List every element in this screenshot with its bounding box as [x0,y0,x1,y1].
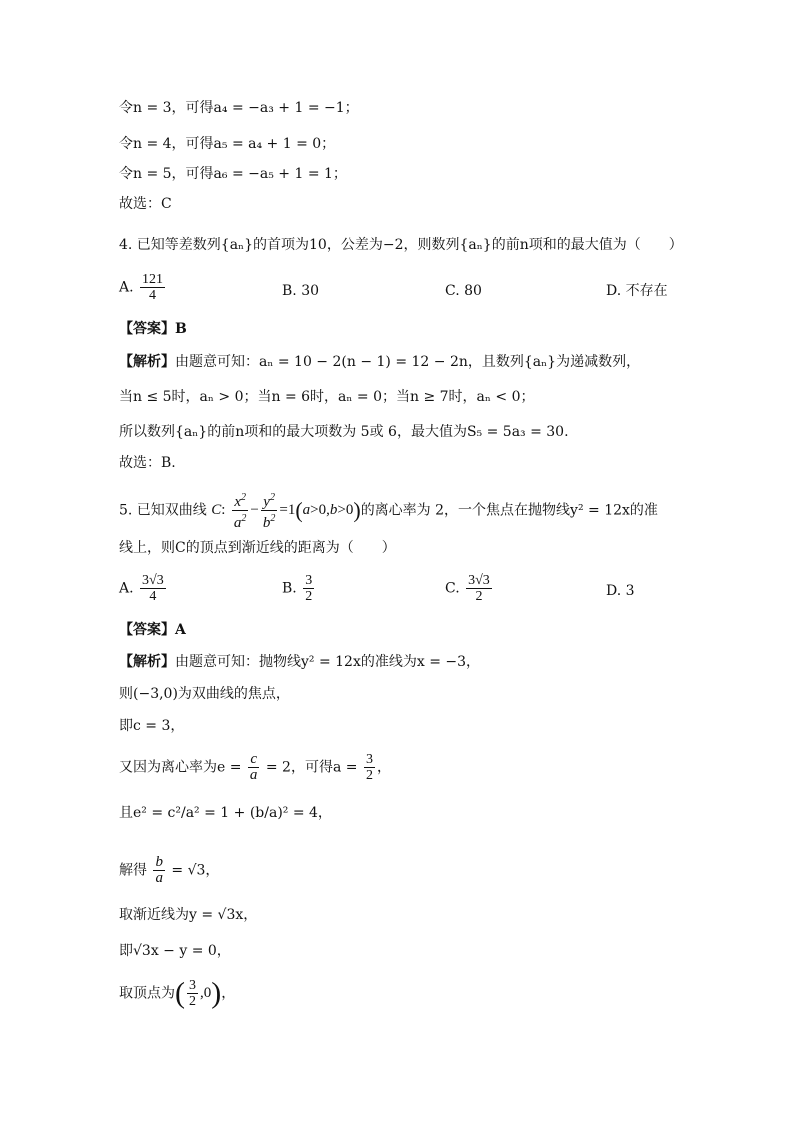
q5-answer: 【答案】A [119,622,186,638]
q4-option-a-numerator: 121 [142,272,164,287]
q5-solution-tag: 【解析】 [119,654,175,670]
q5-option-a [119,573,168,604]
q5-hyperbola-var: C [211,502,222,518]
q5-stem-part-b: 的离心率为 2，一个焦点在抛物线y² = 12x的准 [360,502,658,519]
q4-solution-line-3: 所以数列{aₙ}的前n项和的最大项数为 5或 6，最大值为S₅ = 5a₃ = 30. [119,424,569,440]
q5-option-b-numerator: 3 [305,573,313,588]
q5-solution-text-1: 由题意可知：抛物线y² = 12x的准线为x = −3， [175,654,481,670]
q5-option-a-denominator: 4 [149,589,157,604]
solution-line-n3: 令n = 3，可得a₄ = −a₃ + 1 = −1； [119,100,359,116]
question-4-stem: 4. 已知等差数列{aₙ}的首项为10，公差为−2，则数列{aₙ}的前n项和的最大值为（ ） [119,237,683,253]
solution-line-n5: 令n = 5，可得a₆ = −a₅ + 1 = 1； [119,166,347,182]
q5-fraction-x2a2: $\frac{x^2}{a^2}$ [233,492,247,531]
q5-fraction-c-over-a: $\frac{c}{a}$ [249,751,258,783]
q5-solution-line-3: 即c = 3， [119,718,185,734]
q5-option-c-label: C. [445,580,460,597]
q4-option-a-label: A. [119,279,134,296]
q4-option-a [119,272,167,303]
q5-option-b-label: B. [282,580,297,597]
q5-option-a-numerator: 3√3 [142,573,164,588]
q5-solution-line-7: 取渐近线为y = √3x， [119,907,258,923]
q5-fraction-vertex-3-over-2: $\frac{3}{2}$ [189,978,196,1009]
q5-solution-line-4 [119,752,391,783]
q5-option-b-denominator: 2 [305,589,313,604]
q5-solution-line-5: 且e² = c²/a² = 1 + (b/a)² = 4， [119,805,332,821]
q5-solution-9b: ， [221,985,236,1002]
q5-solution-4b: = 2，可得a = [265,759,358,776]
q5-solution-line-8: 即√3x − y = 0， [119,943,231,959]
q5-option-c-fraction [466,573,492,604]
q4-option-b: B. 30 [282,283,320,299]
q4-answer: 【答案】B [119,321,187,337]
q5-solution-6b: = √3， [171,862,220,879]
q4-solution-line-4: 故选：B. [119,455,176,471]
q5-solution-line-2: 则(−3,0)为双曲线的焦点， [119,686,290,702]
q5-option-a-label: A. [119,580,134,597]
q5-solution-4a: 又因为离心率为e = [119,759,242,776]
q5-solution-6a: 解得 [119,862,147,879]
q5-option-d: D. 3 [606,583,635,599]
solution-line-n4: 令n = 4，可得a₅ = a₄ + 1 = 0； [119,136,336,152]
q5-option-a-fraction [140,573,166,604]
q5-solution-line-9: 取顶点为( $\frac{3}{2}$ ,0)， [119,976,236,1010]
q5-option-c-numerator: 3√3 [468,573,490,588]
q5-solution-line-1 [119,655,480,669]
q5-fraction-3-over-2: $\frac{3}{2}$ [365,752,373,783]
q4-option-a-fraction [140,272,165,303]
question-5-stem-line-2: 线上，则C的顶点到渐近线的距离为（ ） [119,540,396,556]
q5-stem-part-a: 5. 已知双曲线 [119,502,207,519]
q4-solution-line-2: 当n ≤ 5时，aₙ > 0；当n = 6时，aₙ = 0；当n ≥ 7时，aₙ < 0； [119,389,535,405]
q5-fraction-b-over-a: $\frac{b}{a}$ [155,854,163,886]
q4-solution-tag: 【解析】 [119,354,175,370]
q4-option-a-denominator: 4 [149,288,157,303]
q5-solution-line-6 [119,855,219,886]
question-5-stem-line-1: 5. 已知双曲线 C: $\frac{x^2}{a^2}$ − $\frac{y^2}{b^2}$ =1(a>0,b>0)的离心率为 2，一个焦点在抛物线y² = 12x的准 [119,492,658,531]
q4-solution-text-1: 由题意可知：aₙ = 10 − 2(n − 1) = 12 − 2n，且数列{aₙ}为递减数列， [175,354,641,370]
q5-option-c [445,573,494,604]
q5-option-b [282,573,316,604]
q4-option-c: C. 80 [445,283,482,299]
q4-option-d: D. 不存在 [606,283,668,299]
q5-option-b-fraction [303,573,314,604]
q5-solution-9a: 取顶点为 [119,985,175,1002]
q5-solution-4c: ， [376,759,391,776]
q5-fraction-y2b2: $\frac{y^2}{b^2}$ [262,492,276,531]
choice-line-c: 故选：C [119,196,172,212]
q4-solution-line-1 [119,355,640,369]
q5-option-c-denominator: 2 [475,589,483,604]
